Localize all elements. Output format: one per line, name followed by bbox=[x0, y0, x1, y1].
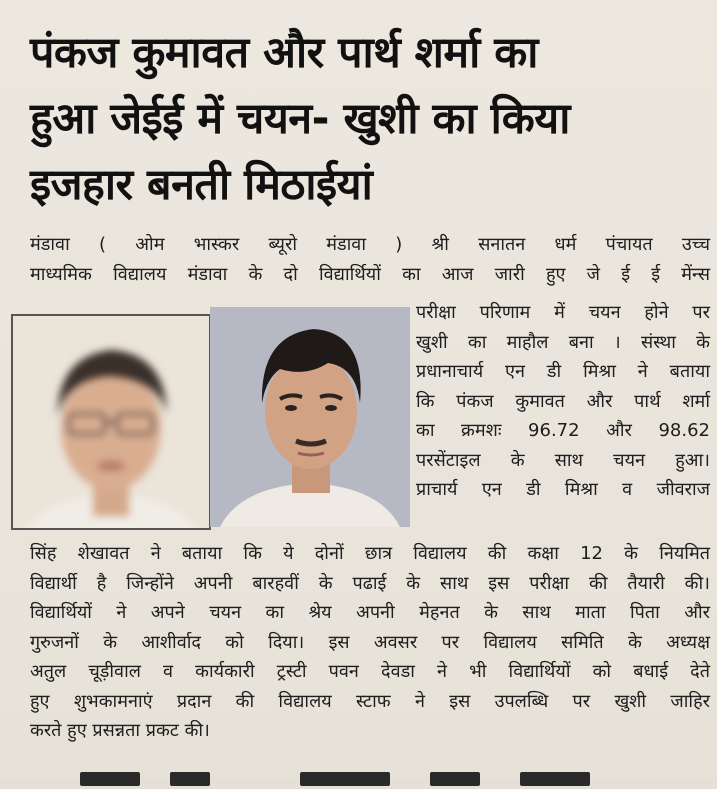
text-line: माध्यमिक विद्यालय मंडावा के दो विद्यार्थियों का आज जारी हुए जे ई ई मेंन्स bbox=[30, 263, 710, 285]
article-side-column bbox=[416, 298, 710, 505]
headline-line: हुआ जेईई में चयन- खुशी का किया bbox=[30, 94, 570, 144]
text-line: करते हुए प्रसन्नता प्रकट की। bbox=[30, 720, 210, 741]
article-intro bbox=[30, 230, 710, 289]
student-photo-2 bbox=[210, 307, 410, 527]
text-line: प्राचार्य एन डी मिश्रा व जीवराज bbox=[416, 479, 710, 500]
text-line: प्रधानाचार्य एन डी मिश्रा ने बताया bbox=[416, 361, 710, 382]
text-line: विद्यार्थियों ने अपने चयन का श्रेय अपनी मेहनत के साथ माता पिता और bbox=[30, 602, 710, 623]
student-portrait-2 bbox=[210, 307, 410, 527]
cut-off-previous-text bbox=[0, 0, 717, 8]
cut-off-next-headline bbox=[0, 778, 717, 789]
article-body bbox=[30, 539, 710, 746]
text-line: विद्यार्थी है जिन्होंने अपनी बारहवीं के पढाई के साथ इस परीक्षा की तैयारी की। bbox=[30, 572, 710, 594]
headline-line: इजहार बनती मिठाईयां bbox=[30, 160, 373, 210]
student-portrait-1 bbox=[13, 316, 209, 528]
text-line: अतुल चूड़ीवाल व कार्यकारी ट्रस्टी पवन देवडा ने भी विद्यार्थियों को बधाई देते bbox=[30, 661, 710, 682]
text-line: खुशी का माहौल बना । संस्था के bbox=[416, 331, 710, 353]
headline-line: पंकज कुमावत और पार्थ शर्मा का bbox=[30, 28, 538, 78]
text-line: सिंह शेखावत ने बताया कि ये दोनों छात्र विद्यालय की कक्षा 12 के नियमित bbox=[30, 543, 710, 564]
text-line: गुरुजनों के आशीर्वाद को दिया। इस अवसर पर विद्यालय समिति के अध्यक्ष bbox=[30, 631, 710, 653]
text-line: मंडावा ( ओम भास्कर ब्यूरो मंडावा ) श्री सनातन धर्म पंचायत उच्च bbox=[30, 234, 710, 255]
text-line: परसेंटाइल के साथ चयन हुआ। bbox=[416, 449, 710, 471]
text-line: का क्रमशः 96.72 और 98.62 bbox=[416, 420, 710, 441]
text-line: हुए शुभकामनाएं प्रदान की विद्यालय स्टाफ ने इस उपलब्धि पर खुशी जाहिर bbox=[30, 690, 710, 712]
text-line: कि पंकज कुमावत और पार्थ शर्मा bbox=[416, 390, 710, 412]
headline bbox=[30, 20, 710, 218]
text-line: परीक्षा परिणाम में चयन होने पर bbox=[416, 302, 710, 323]
student-photo-1 bbox=[11, 314, 211, 530]
